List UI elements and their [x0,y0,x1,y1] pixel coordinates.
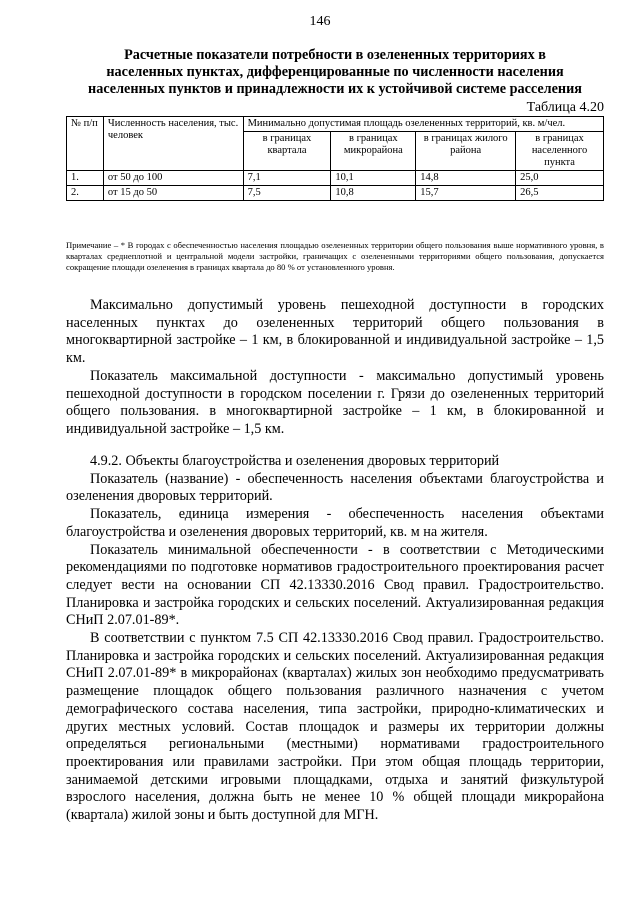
row-population: от 50 до 100 [103,171,243,186]
row-num: 1. [67,171,104,186]
header-num: № п/п [67,117,104,171]
paragraph: Показатель минимальной обеспеченности - в соответствии с Методическими рекомендациями по подготовке нормативов градостроительного проектирования расчет следует вести на основании СП 42.13330.2016 Свод правил. Градостроительство. Планировка и застройка городских и сельских поселений. Актуализированная редакция СНиП 2.07.01-89*. [66,541,604,629]
row-value: 15,7 [416,186,516,201]
table-row [67,171,604,186]
subheader-cell: в границах квартала [243,132,331,171]
green-areas-table [66,116,604,201]
paragraph: Показатель (название) - обеспеченность населения объектами благоустройства и озеленения дворовых территорий. [66,470,604,505]
paragraph: Показатель максимальной доступности - максимально допустимый уровень пешеходной доступности в городском поселении г. Грязи до озелененных территорий общего пользования. в многоквартирной застройке – 1 км, в блокированной и индивидуальной застройке – 1,5 км. [66,367,604,437]
table-title: Расчетные показатели потребности в озелененных территориях в населенных пунктах, дифференцированные по численности населения населенных пунктов и принадлежности их к устойчивой системе расселения [88,47,582,97]
header-population: Численность населения, тыс. человек [103,117,243,171]
subheader-cell: в границах населенного пункта [516,132,604,171]
paragraph: В соответствии с пунктом 7.5 СП 42.13330.2016 Свод правил. Градостроительство. Планировка и застройка городских и сельских поселений. Актуализированная редакция СНиП 2.07.01-89* в микрорайонах (кварталах) жилых зон необходимо предусматривать размещение площадок общего пользования различного назначения с учетом демографического состава населения, типа застройки, природно-климатических и других местных условий. Состав площадок и размеры их территории должны определяться региональными (местными) нормативами градостроительного проектирования или правилами застройки. При этом общая площадь территории, занимаемой детскими игровыми площадками, отдыха и занятий физкультурой взрослого населения, должна быть не менее 10 % общей площади микрорайона (квартала) жилой зоны и быть доступной для МГН. [66,630,604,824]
table-note: Примечание – * В городах с обеспеченностью населения площадью озелененных территории общего пользования выше нормативного уровня, в кварталах среднеплотной и центральной модели застройки, граничащих с озелененными территориями общего пользования, допускается сокращение площади озеленения в границах квартала до 80 % от установленного уровня. [66,240,604,272]
subheader-cell: в границах микрорайона [331,132,416,171]
table-row [67,186,604,201]
row-value: 10,1 [331,171,416,186]
paragraph: Максимально допустимый уровень пешеходной доступности в городских населенных пунктах до озелененных территорий общего пользования в многоквартирной застройке – 1 км, в блокированной и индивидуальной застройке – 1,5 км. [66,297,604,367]
page-number: 146 [309,14,331,29]
header-min-area: Минимально допустимая площадь озелененных территорий, кв. м/чел. [243,117,603,132]
table-header-row [67,117,604,132]
row-population: от 15 до 50 [103,186,243,201]
subheader-cell: в границах жилого района [416,132,516,171]
row-value: 25,0 [516,171,604,186]
body-text-block-1 [66,297,604,439]
row-value: 26,5 [516,186,604,201]
row-num: 2. [67,186,104,201]
paragraph: Показатель, единица измерения - обеспеченность населения объектами благоустройства и озеленения дворовых территорий, кв. м на жителя. [66,506,604,540]
body-text-block-2 [66,453,604,825]
table-label: Таблица 4.20 [526,100,604,115]
row-value: 7,1 [243,171,331,186]
row-value: 14,8 [416,171,516,186]
row-value: 7,5 [243,186,331,201]
row-value: 10,8 [331,186,416,201]
section-heading: 4.9.2. Объекты благоустройства и озеленения дворовых территорий [90,453,500,469]
